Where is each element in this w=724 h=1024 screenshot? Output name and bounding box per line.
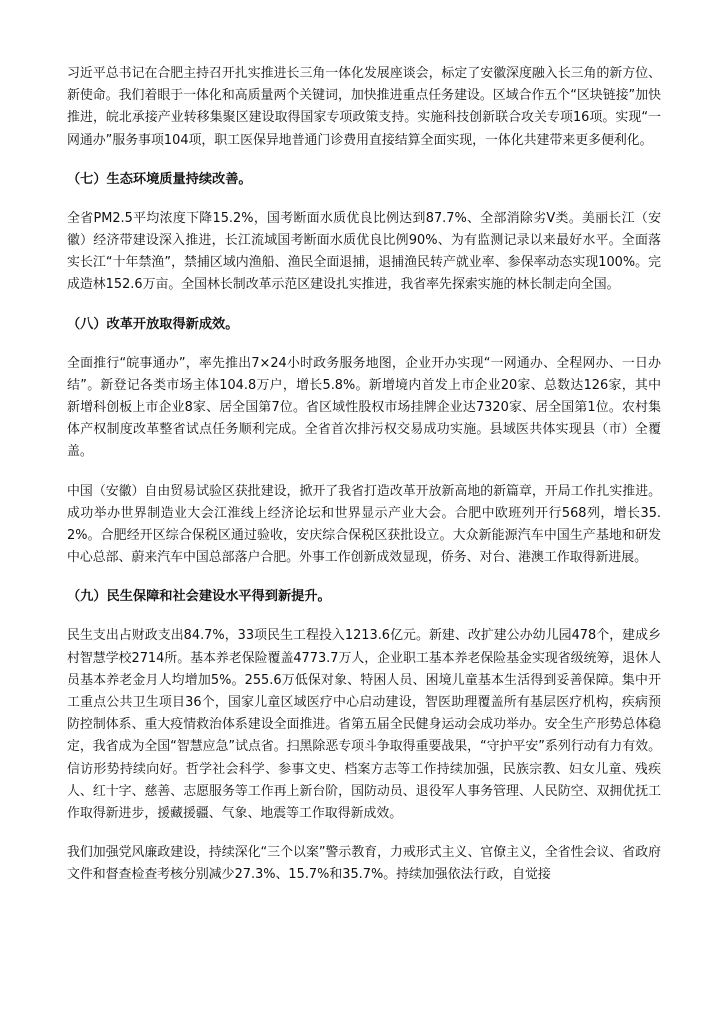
- spacer: [67, 825, 661, 842]
- section-heading-7: （七）生态环境质量持续改善。: [67, 171, 252, 187]
- spacer: [67, 191, 661, 208]
- spacer: [67, 152, 661, 169]
- paragraph-reform: 全面推行“皖事通办”，率先推出7×24小时政务服务地图，企业开办实现“一网通办、全程网办、一日办结”。新登记各类市场主体104.8万户，增长5.8%。新增境内首发上市企业20家、总数达126家，其中新增科创板上市企业8家、居全国第7位。省区域性股权市场挂牌企业达7320家、居全国第1位。农村集体产权制度改革整省试点任务顺利完成。全省首次排污权交易成功实施。县域医共体实现县（市）全覆盖。: [67, 355, 661, 460]
- paragraph-opening: 中国（安徽）自由贸易试验区获批建设，掀开了我省打造改革开放新高地的新篇章，开局工作扎实推进。成功举办世界制造业大会江淮线上经济论坛和世界显示产业大会。合肥中欧班列开行568列，增长35.2%。合肥经开区综合保税区通过验收，安庆综合保税区获批设立。大众新能源汽车中国生产基地和研发中心总部、蔚来汽车中国总部落户合肥。外事工作创新成效显现，侨务、对台、港澳工作取得新进展。: [67, 483, 661, 566]
- spacer: [67, 336, 661, 353]
- section-heading-8: （八）改革开放取得新成效。: [67, 316, 239, 332]
- spacer: [67, 569, 661, 586]
- section-heading-9: （九）民生保障和社会建设水平得到新提升。: [67, 589, 331, 605]
- paragraph-governance: 我们加强党风廉政建设，持续深化“三个以案”警示教育，力戒形式主义、官僚主义，全省性会议、省政府文件和督查检查考核分别减少27.3%、15.7%和35.7%。持续加强依法行政，自觉接: [67, 845, 661, 883]
- paragraph-yangtze-integration: 习近平总书记在合肥主持召开扎实推进长三角一体化发展座谈会，标定了安徽深度融入长三角的新方位、新使命。我们着眼于一体化和高质量两个关键词，加快推进重点任务建设。区域合作五个“区块链接”加快推进，皖北承接产业转移集聚区建设取得国家专项政策支持。实施科技创新联合攻关专项16项。实现“一网通办”服务事项104项，职工医保异地普通门诊费用直接结算全面实现，一体化共建带来更多便利化。: [67, 66, 661, 148]
- spacer: [67, 297, 661, 314]
- spacer: [67, 464, 661, 481]
- paragraph-ecology: 全省PM2.5平均浓度下降15.2%，国考断面水质优良比例达到87.7%、全部消除劣Ⅴ类。美丽长江（安徽）经济带建设深入推进，长江流域国考断面水质优良比例90%、为有监测记录以来最好水平。全面落实长江“十年禁渔”，禁捕区域内渔船、渔民全面退捕，退捕渔民转产就业率、参保率动态实现100%。完成造林152.6万亩。全国林长制改革示范区建设扎实推进，我省率先探索实施的林长制走向全国。: [67, 210, 661, 293]
- spacer: [67, 608, 661, 625]
- paragraph-livelihood: 民生支出占财政支出84.7%，33项民生工程投入1213.6亿元。新建、改扩建公办幼儿园478个，建成乡村智慧学校2714所。基本养老保险覆盖4773.7万人，企业职工基本养老保险基金实现省级统筹，退休人员基本养老金月人均增加5%。255.6万低保对象、特困人员、困境儿童基本生活得到妥善保障。集中开工重点公共卫生项目36个，国家儿童区域医疗中心启动建设，智医助理覆盖所有基层医疗机构，疾病预防控制体系、重大疫情救治体系建设全面推进。省第五届全民健身运动会成功举办。安全生产形势总体稳定，我省成为全国“智慧应急”试点省。扫黑除恶专项斗争取得重要战果，“守护平安”系列行动有力有效。信访形势持续向好。哲学社会科学、参事文史、档案方志等工作持续加强，民族宗教、妇女儿童、残疾人、红十字、慈善、志愿服务等工作再上新台阶，国防动员、退役军人事务管理、人民防空、双拥优抚工作取得新进步，援藏援疆、气象、地震等工作取得新成效。: [67, 628, 661, 822]
